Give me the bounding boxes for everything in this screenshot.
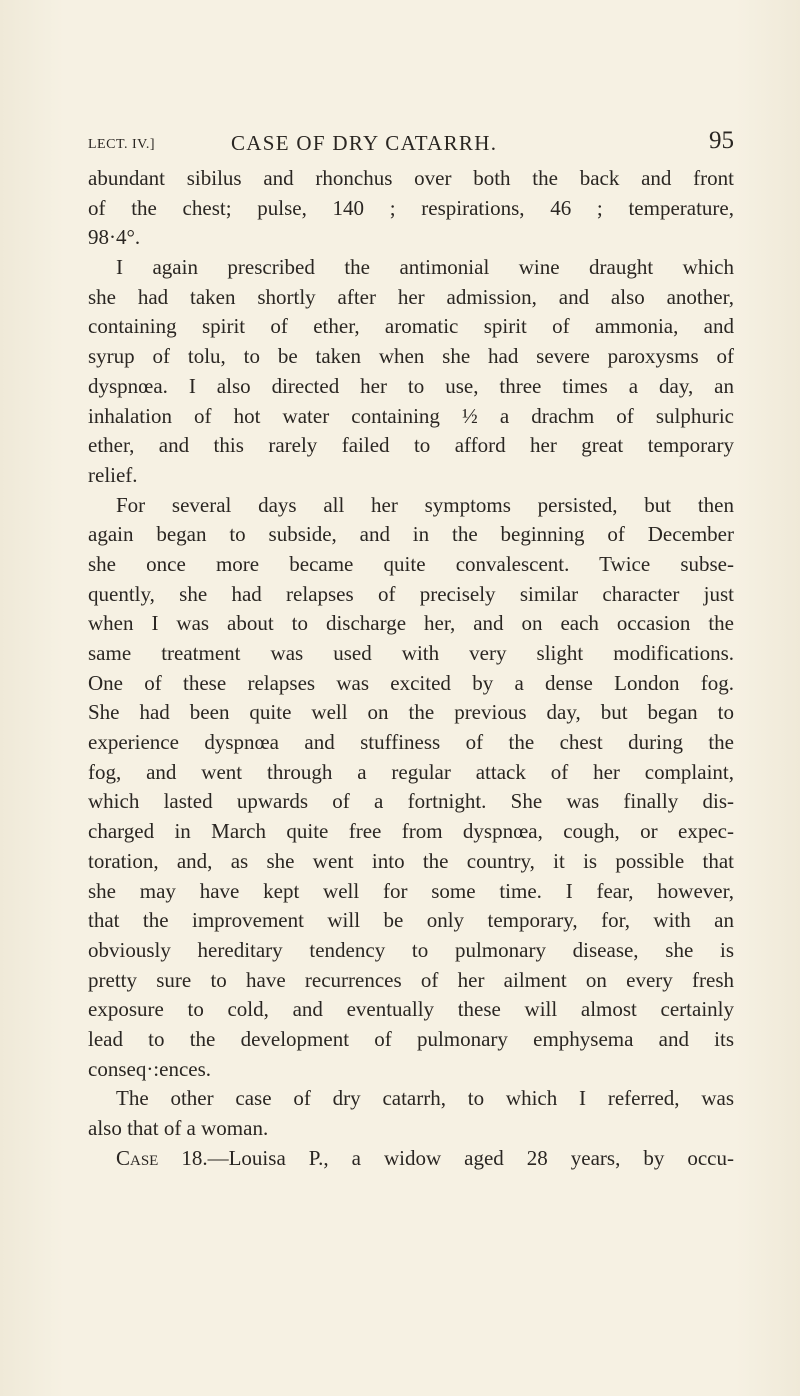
text-line: obviously hereditary tendency to pulmonary disease, she is [88,937,734,962]
text-line: containing spirit of ether, aromatic spirit of ammonia, and [88,314,734,339]
text-line: fog, and went through a regular attack of her complaint, [88,759,734,784]
text-line: toration, and, as she went into the country, it is possible that [88,848,734,873]
case-line [88,1144,734,1174]
text-line: of the chest; pulse, 140 ; respirations, 46 ; temperature, [88,195,734,220]
text-line: pretty sure to have recurrences of her ailment on every fresh [88,967,734,992]
text-line: I again prescribed the antimonial wine draught which [116,255,734,280]
text-line: she may have kept well for some time. I fear, however, [88,878,734,903]
text-line: same treatment was used with very slight modifications. [88,641,734,665]
text-line: One of these relapses was excited by a dense London fog. [88,670,734,695]
text-line: syrup of tolu, to be taken when she had severe paroxysms of [88,344,734,369]
lecture-reference: LECT. IV.] [88,137,156,152]
text-line: which lasted upwards of a fortnight. She was finally dis- [88,789,734,814]
text-line: She had been quite well on the previous day, but began to [88,700,734,725]
text-line: experience dyspnœa and stuffiness of the chest during the [88,730,734,755]
text-line: charged in March quite free from dyspnœa, cough, or expec- [88,819,734,844]
text-line: For several days all her symptoms persisted, but then [116,492,734,517]
body-text [88,164,734,1173]
text-line: 98·4°. [88,225,141,250]
text-line: lead to the development of pulmonary emphysema and its [88,1026,734,1051]
text-line: when I was about to discharge her, and on each occasion the [88,611,734,636]
text-line: conseq·:ences. [88,1056,212,1081]
text-line: again began to subside, and in the beginning of December [88,522,734,547]
text-line: The other case of dry catarrh, to which I referred, was [116,1086,734,1111]
case-line-text: —Louisa P., a widow aged 28 years, by occu- [207,1145,734,1170]
text-line: also that of a woman. [88,1116,269,1140]
text-line: exposure to cold, and eventually these will almost certainly [88,997,734,1022]
case-label: Case 18. [116,1145,208,1170]
page-number: 95 [709,127,734,154]
text-line: inhalation of hot water containing ½ a drachm of sulphuric [88,403,734,428]
running-head [88,127,734,161]
text-line: ether, and this rarely failed to afford her great temporary [88,433,734,458]
text-line: she once more became quite convalescent. Twice subse- [88,551,734,576]
text-line: relief. [88,462,138,487]
text-line: that the improvement will be only temporary, for, with an [88,908,734,933]
page-title: CASE OF DRY CATARRH. [231,131,498,155]
text-line: she had taken shortly after her admission, and also another, [88,284,734,309]
text-line: abundant sibilus and rhonchus over both the back and front [88,166,734,190]
text-line: quently, she had relapses of precisely similar character just [88,581,734,606]
text-line: dyspnœa. I also directed her to use, three times a day, an [88,373,734,398]
